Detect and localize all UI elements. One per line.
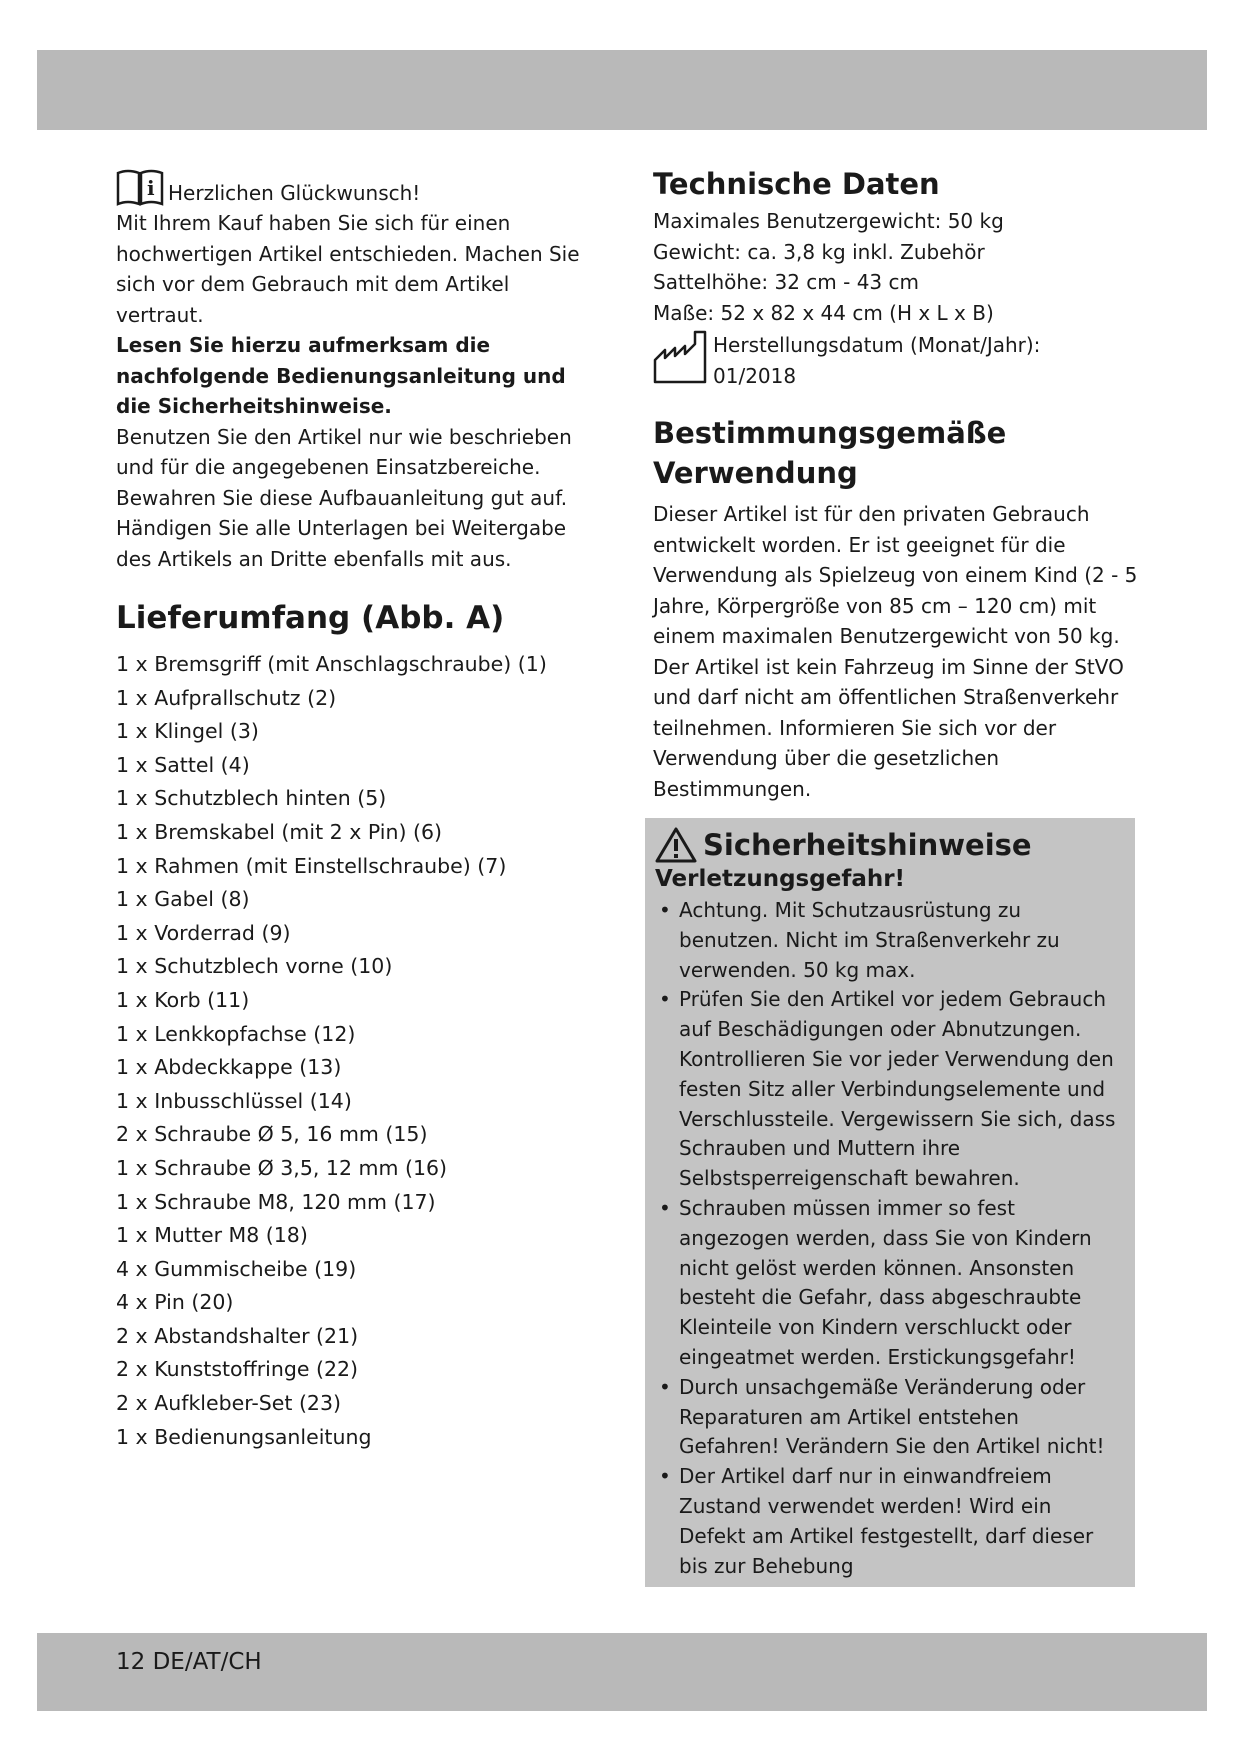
safety-heading: Sicherheitshinweise [703,828,1032,862]
info-book-icon [116,168,164,208]
bestimmung-heading: Bestimmungsgemäße Verwendung [653,416,1007,490]
safety-bullet: • Prüfen Sie den Artikel vor jedem Gebrauch auf Beschädigungen oder Abnutzungen. Kontrollieren Sie vor jeder Verwendung den festen Sitz aller Verbindungselemente und Verschlussteile. Vergewissern Sie sich, dass Schrauben und Muttern ihre Selbstsperreigenschaft bewahren. [655,985,1123,1194]
intro-text-1: Mit Ihrem Kauf haben Sie sich für einen hochwertigen Artikel entschieden. Machen Sie sich vor dem Gebrauch mit dem Artikel vertraut. [116,211,580,327]
manufacture-date-label: Herstellungsdatum (Monat/Jahr): [713,333,1041,357]
manufacture-date-value: 01/2018 [713,363,797,388]
right-column [653,164,1143,1587]
tech-line: Maße: 52 x 82 x 44 cm (H x L x B) [653,300,994,325]
intro-greeting: Herzlichen Glückwunsch! [168,180,421,205]
safety-bullets [655,896,1123,1581]
parts-list-item: 1 x Inbusschlüssel (14) [116,1088,352,1113]
lieferumfang-heading: Lieferumfang (Abb. A) [116,600,505,636]
safety-bullet: • Durch unsachgemäße Veränderung oder Reparaturen am Artikel entstehen Gefahren! Verändern Sie den Artikel nicht! [655,1373,1123,1462]
factory-icon [653,330,711,386]
left-column [116,168,596,1454]
safety-title [655,826,1123,864]
parts-list-item: 1 x Bremskabel (mit 2 x Pin) (6) [116,819,442,844]
parts-list-item: 1 x Korb (11) [116,987,250,1012]
tech-line: Sattelhöhe: 32 cm - 43 cm [653,270,919,294]
parts-list-item: 1 x Schutzblech hinten (5) [116,786,387,811]
parts-list-item: 1 x Schutzblech vorne (10) [116,954,393,979]
manufacture-date [653,330,1143,391]
parts-list [116,648,596,1454]
parts-list-item: 1 x Bremsgriff (mit Anschlagschraube) (1) [116,652,547,676]
page-number: 12 DE/AT/CH [116,1649,262,1675]
parts-list-item: 1 x Rahmen (mit Einstellschraube) (7) [116,853,507,878]
parts-list-item: 1 x Sattel (4) [116,752,250,777]
parts-list-item: 1 x Klingel (3) [116,719,259,744]
parts-list-item: 1 x Vorderrad (9) [116,920,291,945]
technische-daten-heading: Technische Daten [653,167,940,201]
manufacture-date-text [713,330,1040,391]
svg-text:i: i [147,176,155,200]
parts-list-item: 1 x Aufprallschutz (2) [116,685,337,710]
parts-list-item: 4 x Gummischeibe (19) [116,1256,357,1281]
intro-bold-notice: Lesen Sie hierzu aufmerksam die nachfolgende Bedienungsanleitung und die Sicherheitshinweise. [116,333,566,418]
parts-list-item: 4 x Pin (20) [116,1290,234,1315]
parts-list-item: 1 x Schraube M8, 120 mm (17) [116,1189,436,1214]
parts-list-item: 2 x Kunststoffringe (22) [116,1357,359,1382]
safety-box [645,818,1135,1587]
parts-list-item: 1 x Bedienungsanleitung [116,1424,372,1449]
safety-bullet: • Achtung. Mit Schutzausrüstung zu benutzen. Nicht im Straßenverkehr zu verwenden. 50 kg max. [655,896,1123,985]
parts-list-item: 1 x Mutter M8 (18) [116,1223,308,1248]
warning-triangle-icon [655,826,697,864]
bestimmung-text-2: Der Artikel ist kein Fahrzeug im Sinne der StVO und darf nicht am öffentlichen Straßenverkehr teilnehmen. Informieren Sie sich vor der Verwendung über die gesetzlichen Bestimmungen. [653,654,1124,801]
tech-line: Gewicht: ca. 3,8 kg inkl. Zubehör [653,239,985,264]
safety-bullet: • Schrauben müssen immer so fest angezogen werden, dass Sie von Kindern nicht gelöst werden können. Ansonsten besteht die Gefahr, dass abgeschraubte Kleinteile von Kindern verschluckt oder eingeatmet werden. Erstickungsgefahr! [655,1194,1123,1373]
intro-text-2: Benutzen Sie den Artikel nur wie beschrieben und für die angegebenen Einsatzbereiche. Bewahren Sie diese Aufbauanleitung gut auf. Händigen Sie alle Unterlagen bei Weitergabe des Artikels an Dritte ebenfalls mit aus. [116,424,572,571]
bestimmung-text-1: Dieser Artikel ist für den privaten Gebrauch entwickelt worden. Er ist geeignet für die Verwendung als Spielzeug von einem Kind (2 - 5 Jahre, Körpergröße von 85 cm – 120 cm) mit einem maximalen Benutzergewicht von 50 kg. [653,502,1138,648]
intro-greeting-line [116,168,596,208]
parts-list-item: 2 x Schraube Ø 5, 16 mm (15) [116,1122,428,1147]
safety-bullet: • Der Artikel darf nur in einwandfreiem Zustand verwendet werden! Wird ein Defekt am Artikel festgestellt, darf dieser bis zur Behebung [655,1462,1123,1581]
parts-list-item: 1 x Lenkkopfachse (12) [116,1021,356,1046]
parts-list-item: 1 x Schraube Ø 3,5, 12 mm (16) [116,1155,448,1180]
parts-list-item: 1 x Abdeckkappe (13) [116,1055,342,1080]
parts-list-item: 2 x Aufkleber-Set (23) [116,1391,342,1416]
parts-list-item: 1 x Gabel (8) [116,887,250,912]
header-bar [37,50,1207,130]
safety-subheading: Verletzungsgefahr! [655,866,906,892]
parts-list-item: 2 x Abstandshalter (21) [116,1323,359,1348]
tech-line: Maximales Benutzergewicht: 50 kg [653,209,1004,233]
